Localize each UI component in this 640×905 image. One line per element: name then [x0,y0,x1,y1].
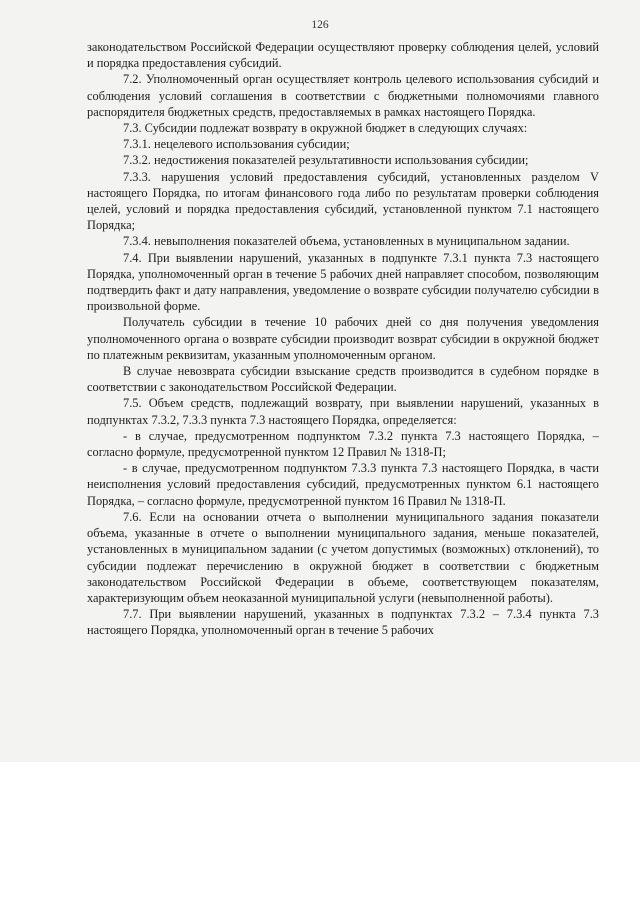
paragraph-7-6: 7.6. Если на основании отчета о выполнении муниципального задания показатели объема, указанные в отчете о выполнении муниципального задания, меньше показателей, установленных в муниципальном задании (с учетом допустимых (возможных) отклонений), то субсидии подлежат перечислению в окружной бюджет в соответствии с бюджетным законодательством Российской Федерации в объеме, соответствующем показателям, характеризующим объем неоказанной муниципальной услуги (невыполненной работы). [87,509,599,605]
paragraph-7-5: 7.5. Объем средств, подлежащий возврату, при выявлении нарушений, указанных в подпунктах 7.3.2, 7.3.3 пункта 7.3 настоящего Порядка, определяется: [87,396,599,427]
paragraph-7-3-2: 7.3.2. недостижения показателей результативности использования субсидии; [123,153,529,168]
blank-area [0,764,640,905]
paragraph-7-3: 7.3. Субсидии подлежат возврату в окружной бюджет в следующих случаях: [123,121,528,136]
paragraph-7-3-3: 7.3.3. нарушения условий предоставления субсидий, установленных разделом V настоящего Порядка, по итогам финансового года либо по результатам проверки соблюдения целей, условий и порядка предоставления субсидий, установленной пунктом 7.1 настоящего Порядка; [87,169,599,233]
paragraph-7-2: 7.2. Уполномоченный орган осуществляет контроль целевого использования субсидий и соблюдения условий соглашения в соответствии с бюджетными полномочиями главного распорядителя бюджетных средств, предоставляемых в рамках настоящего Порядка. [87,72,599,119]
paragraph-7-7: 7.7. При выявлении нарушений, указанных в подпунктах 7.3.2 – 7.3.4 пункта 7.3 настоящего Порядка, уполномоченный орган в течение 5 рабочих [87,607,599,638]
paragraph-recipient-return: Получатель субсидии в течение 10 рабочих дней со дня получения уведомления уполномоченного органа о возврате субсидии производит возврат субсидии в окружной бюджет по платежным реквизитам, указанным уполномоченным органом. [87,315,599,362]
paragraph-court-recovery: В случае невозврата субсидии взыскание средств производится в судебном порядке в соответствии с законодательством Российской Федерации. [87,364,599,395]
paragraph-7-3-1: 7.3.1. нецелевого использования субсидии; [123,137,350,152]
document-body [87,39,599,639]
paragraph-7-5-case-1: - в случае, предусмотренном подпунктом 7.3.2 пункта 7.3 настоящего Порядка, – согласно формуле, предусмотренной пунктом 12 Правил № 1318-П; [87,428,599,460]
paragraph-7-4: 7.4. При выявлении нарушений, указанных в подпункте 7.3.1 пункта 7.3 настоящего Порядка, уполномоченный орган в течение 5 рабочих дней направляет способом, позволяющим подтвердить факт и дату направления, уведомление о возврате субсидии получателю субсидии в произвольной форме. [87,250,599,314]
paragraph-7-3-4: 7.3.4. невыполнения показателей объема, установленных в муниципальном задании. [123,234,570,249]
paragraph-continuation: законодательством Российской Федерации осуществляют проверку соблюдения целей, условий и порядка предоставления субсидий. [87,40,599,71]
paragraph-7-5-case-2: - в случае, предусмотренном подпунктом 7.3.3 пункта 7.3 настоящего Порядка, в части неисполнения условий предоставления субсидий, предусмотренных пунктом 6.1 настоящего Порядка, – согласно формуле, предусмотренной пунктом 16 Правил № 1318-П. [87,461,599,508]
page-number: 126 [311,19,329,31]
